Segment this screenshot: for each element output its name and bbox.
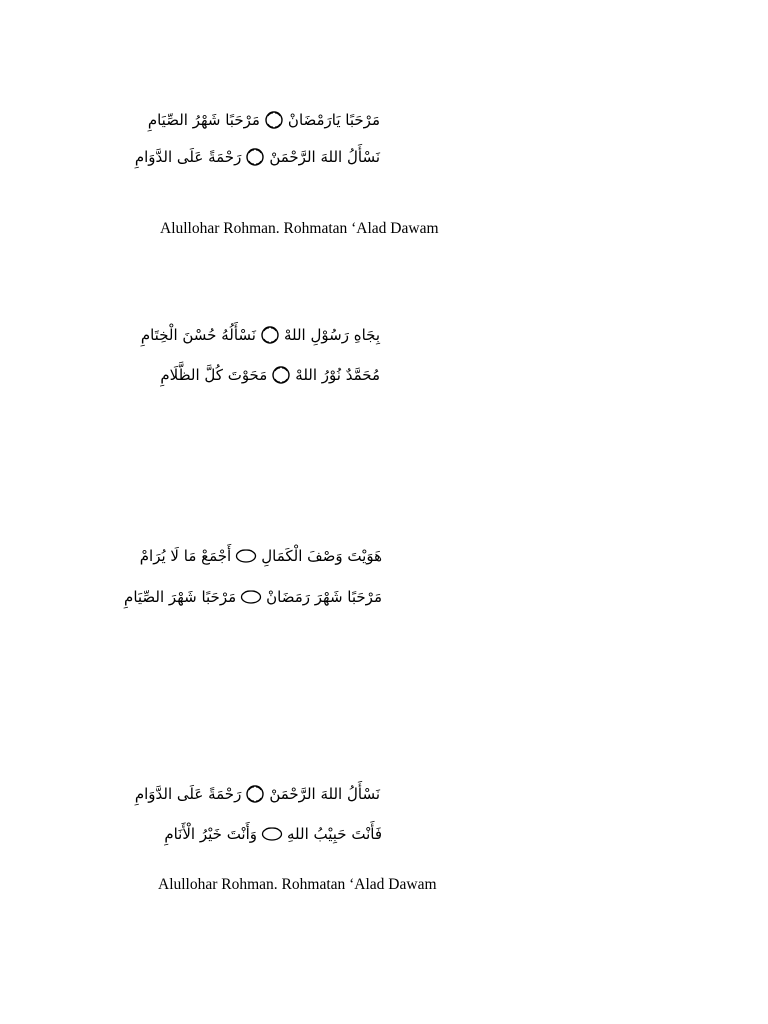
oval-floral-ornament-icon (261, 826, 283, 842)
verse-first-hemistich: فَأَنْتَ حَبِيْبُ اللهِ (287, 825, 382, 843)
verse-second-hemistich: رَحْمَةً عَلَى الدَّوَامِ (134, 785, 242, 803)
verse-line (120, 106, 380, 134)
transliteration-line: Alullohar Rohman. Rohmatan ‘Alad Dawam (158, 876, 437, 893)
verse-line (120, 820, 382, 848)
verse-first-hemistich: بِجَاهِ رَسُوْلِ اللهْ (283, 326, 380, 344)
verse-second-hemistich: نَسْأَلُهُ حُسْنَ الْخِتَامِ (140, 326, 256, 344)
verse-first-hemistich: مُحَمَّدٌ نُوْرُ اللهْ (295, 366, 380, 384)
verse-first-hemistich: مَرْحَبًا يَارَمْضَانْ (287, 111, 380, 129)
oval-floral-ornament-icon (235, 548, 257, 564)
verse-first-hemistich: نَسْأَلُ اللهَ الرَّحْمَنْ (269, 148, 380, 166)
verse-second-hemistich: مَرْحَبًا شَهْرُ الصِّيَامِ (147, 111, 260, 129)
verse-line (120, 143, 380, 171)
verse-line (120, 542, 382, 570)
transliteration-line: Alullohar Rohman. Rohmatan ‘Alad Dawam (160, 220, 439, 237)
circular-floral-ornament-icon (260, 325, 280, 345)
verse-second-hemistich: رَحْمَةً عَلَى الدَّوَامِ (134, 148, 242, 166)
circular-floral-ornament-icon (245, 784, 265, 804)
circular-floral-ornament-icon (264, 110, 284, 130)
verse-second-hemistich: وَأَنْتَ خَيْرُ الْأَنَامِ (164, 825, 258, 843)
verse-second-hemistich: مَحَوْتَ كُلَّ الظَّلَامِ (160, 366, 268, 384)
circular-floral-ornament-icon (271, 365, 291, 385)
verse-line (120, 583, 382, 611)
oval-floral-ornament-icon (240, 589, 262, 605)
verse-line (120, 321, 380, 349)
circular-floral-ornament-icon (245, 147, 265, 167)
verse-first-hemistich: مَرْحَبًا شَهْرَ رَمَضَانْ (266, 588, 382, 606)
verse-second-hemistich: أَجْمَعْ مَا لَا يُرَامْ (139, 547, 232, 565)
verse-first-hemistich: هَوَيْتَ وَصْفَ الْكَمَالِ (261, 547, 382, 565)
verse-line (120, 780, 380, 808)
verse-line (120, 361, 380, 389)
verse-first-hemistich: نَسْأَلُ اللهَ الرَّحْمَنْ (269, 785, 380, 803)
verse-second-hemistich: مَرْحَبًا شَهْرَ الصِّيَامِ (124, 588, 237, 606)
